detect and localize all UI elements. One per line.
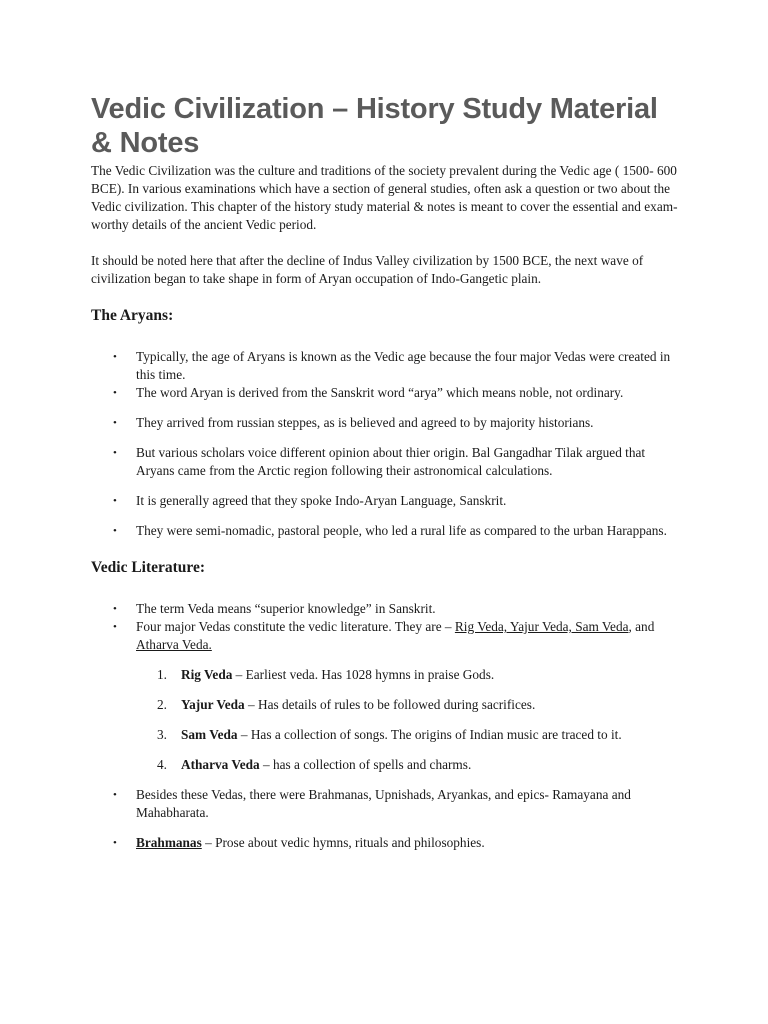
list-item-text: They arrived from russian steppes, as is believed and agreed to by majority historians.: [136, 415, 594, 430]
brahmanas-link-label: Brahmanas: [136, 835, 202, 850]
list-item: [91, 618, 681, 654]
list-item: [91, 492, 681, 510]
list-item-text: Typically, the age of Aryans is known as the Vedic age because the four major Vedas were created in this time.: [136, 349, 671, 382]
list-item: [91, 348, 681, 384]
list-item: [91, 414, 681, 432]
list-item-text: They were semi-nomadic, pastoral people, who led a rural life as compared to the urban Harappans.: [136, 523, 667, 538]
bullet-icon: •: [113, 495, 117, 507]
bullet-icon: •: [113, 447, 117, 459]
bullet-icon: •: [113, 789, 117, 801]
bullet-icon: •: [113, 525, 117, 537]
list-item-text: The term Veda means “superior knowledge” in Sanskrit.: [136, 601, 436, 616]
aryans-list: [91, 348, 681, 540]
document-content: [91, 92, 681, 870]
page-title: Vedic Civilization – History Study Material & Notes: [91, 93, 658, 159]
veda-name: Rig Veda: [181, 667, 233, 682]
list-number: 4.: [157, 757, 167, 772]
literature-list: [91, 600, 681, 654]
list-item-text: But various scholars voice different opinion about thier origin. Bal Gangadhar Tilak argued that Aryans came from the Arctic region following their astronomical calculations.: [136, 445, 646, 478]
second-paragraph: It should be noted here that after the decline of Indus Valley civilization by 1500 BCE, the next wave of civilization began to take shape in form of Aryan occupation of Indo-Gangetic plain.: [91, 253, 644, 286]
list-item: [91, 834, 681, 852]
intro-paragraph: The Vedic Civilization was the culture and traditions of the society prevalent during the Vedic age ( 1500- 600 BCE). In various examinations which have a section of general studies, often ask a question or two about the Vedic civilization. This chapter of the history study material & notes is meant to cover the essential and exam-worthy details of the ancient Vedic period.: [91, 163, 678, 232]
vedas-numbered-list: [91, 666, 681, 774]
list-item: [91, 786, 681, 822]
list-number: 3.: [157, 727, 167, 742]
veda-description: – Earliest veda. Has 1028 hymns in praise Gods.: [232, 667, 495, 682]
list-item-text: – Prose about vedic hymns, rituals and philosophies.: [201, 835, 485, 850]
list-item: [91, 666, 681, 684]
bullet-icon: •: [113, 837, 117, 849]
list-number: 1.: [157, 667, 167, 682]
vedas-link[interactable]: Rig Veda, Yajur Veda, Sam Veda: [454, 619, 629, 634]
veda-description: – Has a collection of songs. The origins of Indian music are traced to it.: [237, 727, 622, 742]
atharva-veda-link[interactable]: Atharva Veda.: [136, 637, 212, 652]
aryans-heading: The Aryans:: [91, 307, 174, 324]
veda-name: Yajur Veda: [181, 697, 245, 712]
list-item: [91, 522, 681, 540]
veda-name: Atharva Veda: [181, 757, 260, 772]
bullet-icon: •: [113, 621, 117, 633]
list-item-text: It is generally agreed that they spoke Indo-Aryan Language, Sanskrit.: [136, 493, 507, 508]
bullet-icon: •: [113, 417, 117, 429]
brahmanas-link[interactable]: [136, 835, 202, 850]
bullet-icon: •: [113, 603, 117, 615]
list-item-text: , and: [628, 619, 655, 634]
veda-description: – has a collection of spells and charms.: [259, 757, 472, 772]
literature-list-continued: [91, 786, 681, 852]
list-item: [91, 384, 681, 402]
list-item: [91, 444, 681, 480]
list-item: [91, 600, 681, 618]
veda-description: – Has details of rules to be followed during sacrifices.: [244, 697, 536, 712]
bullet-icon: •: [113, 351, 117, 363]
veda-name: Sam Veda: [181, 727, 238, 742]
literature-heading: Vedic Literature:: [91, 559, 206, 576]
list-item-text: Four major Vedas constitute the vedic literature. They are –: [136, 619, 455, 634]
list-item: [91, 696, 681, 714]
list-item: [91, 756, 681, 774]
list-item: [91, 726, 681, 744]
list-item-text: The word Aryan is derived from the Sanskrit word “arya” which means noble, not ordinary.: [136, 385, 624, 400]
list-item-text: Besides these Vedas, there were Brahmanas, Upnishads, Aryankas, and epics- Ramayana and Mahabharata.: [136, 787, 631, 820]
bullet-icon: •: [113, 387, 117, 399]
list-number: 2.: [157, 697, 167, 712]
